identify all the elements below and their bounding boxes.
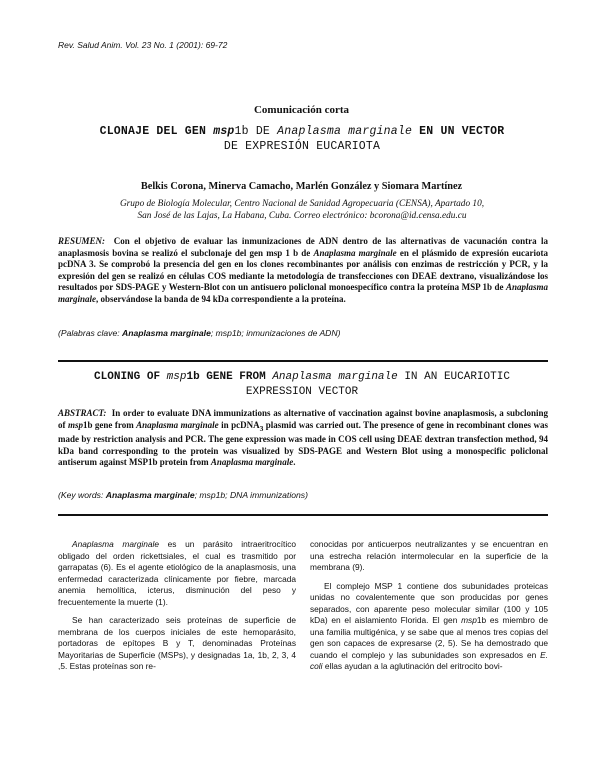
title-english [60, 370, 544, 400]
title-spanish [60, 124, 544, 154]
abstract-label: ABSTRACT: [58, 408, 107, 418]
affiliation: Grupo de Biología Molecular, Centro Nacional de Sanidad Agropecuaria (CENSA), Apartado 10, San José de las Lajas, La Habana, Cuba. Correo electrónico: bcorona@id.censa.edu.cu [119, 199, 485, 222]
paragraph: Anaplasma marginale es un parásito intraeritrocítico obligado del orden rickettsiales, el cual es trasmitido por garrapatas (6). Es el agente etiológico de la anaplasmosis, una enfermedad caracterizada clínicamente por fiebre, marcada anemia hemolítica, icterus, disminución del peso y frecuentemente la muerte (1). [58, 539, 297, 607]
title-spanish-line-1: CLONAJE DEL GEN msp1b DE Anaplasma marginale EN UN VECTOR [99, 125, 505, 138]
resumen-label: RESUMEN: [58, 236, 106, 246]
article-type: Comunicación corta [253, 104, 349, 116]
body-column-left [58, 539, 296, 680]
keywords-english: (Key words: Anaplasma marginale; msp1b; DNA immunizations) [58, 490, 308, 500]
abstract: ABSTRACT: In order to evaluate DNA immunizations as alternative of vaccination against bovine anaplasmosis, a subcloning of msp1b gene from Anaplasma marginale in pcDNA$_3$ plasmid was carried out. The presence of gene in recombinant clones was made by restriction analysis and PCR. The gene expression was made in COS cell using DEAE dextran transfection method, 94 kDa band corresponding to the protein was visualized by SDS-PAGE and Western Blot using a monospecific policlonal antiserum against MSP1b protein from Anaplasma marginale. [58, 408, 549, 468]
keywords-spanish: (Palabras clave: Anaplasma marginale; msp1b; inmunizaciones de ADN) [58, 328, 341, 338]
paragraph: conocidas por anticuerpos neutralizantes y se encuentran en una estrecha relación intermolecular en la superficie de la membrana (9). [310, 539, 548, 573]
paragraph: Se han caracterizado seis proteínas de superficie de membrana de los cuerpos iniciales de este hemoparásito, portadoras de epítopes B y T, denominadas Proteínas Mayoritarias de Superficie (MSPs), y designadas 1a, 1b, 2, 3, 4 ,5. Estas proteínas son re- [58, 615, 296, 672]
paragraph: El complejo MSP 1 contiene dos subunidades proteicas unidas no covalentemente que son producidas por genes separados, con aparente peso molecular similar (100 y 105 kDa) en el aislamiento Florida. El gen msp1b es miembro de una familia multigénica, y se sabe que al menos tres copias del gen son capaces de expresarse (2, 5). Se ha demostrado que cuando el complejo y las subunidades son expresados en E. coli ellas ayudan a la aglutinación del eritrocito bovi- [310, 580, 548, 672]
divider-bottom [58, 514, 548, 516]
journal-header: Rev. Salud Anim. Vol. 23 No. 1 (2001): 69-72 [58, 40, 228, 50]
resumen: RESUMEN: Con el objetivo de evaluar las inmunizaciones de ADN dentro de las alternativas de vacunación contra la anaplasmosis bovina se realizó el subclonaje del gen msp 1 b de Anaplasma marginale en el plásmido de expresión eucariota pcDNA 3. Se comprobó la presencia del gen en los clones recombinantes por análisis con enzimas de restricción y PCR, y la expresión del gen se realizó en células COS mediante la metodología de transfecciones con DEAE dextrano, visualizándose los resultados por SDS-PAGE y Western-Blot con un antisuero policlonal monoespecífico contra la proteína MSP 1b de Anaplasma marginale, observándose la banda de 94 kDa correspondiente a la proteína. [58, 236, 549, 304]
title-english-line-2: EXPRESSION VECTOR [245, 386, 359, 398]
title-english-line-1: CLONING OF msp1b GENE FROM Anaplasma marginale IN AN EUCARIOTIC [94, 371, 510, 383]
title-spanish-line-2: DE EXPRESIÓN EUCARIOTA [223, 140, 381, 153]
divider-top [58, 360, 548, 362]
authors: Belkis Corona, Minerva Camacho, Marlén González y Siomara Martínez [140, 181, 463, 192]
body-column-right [310, 539, 548, 680]
